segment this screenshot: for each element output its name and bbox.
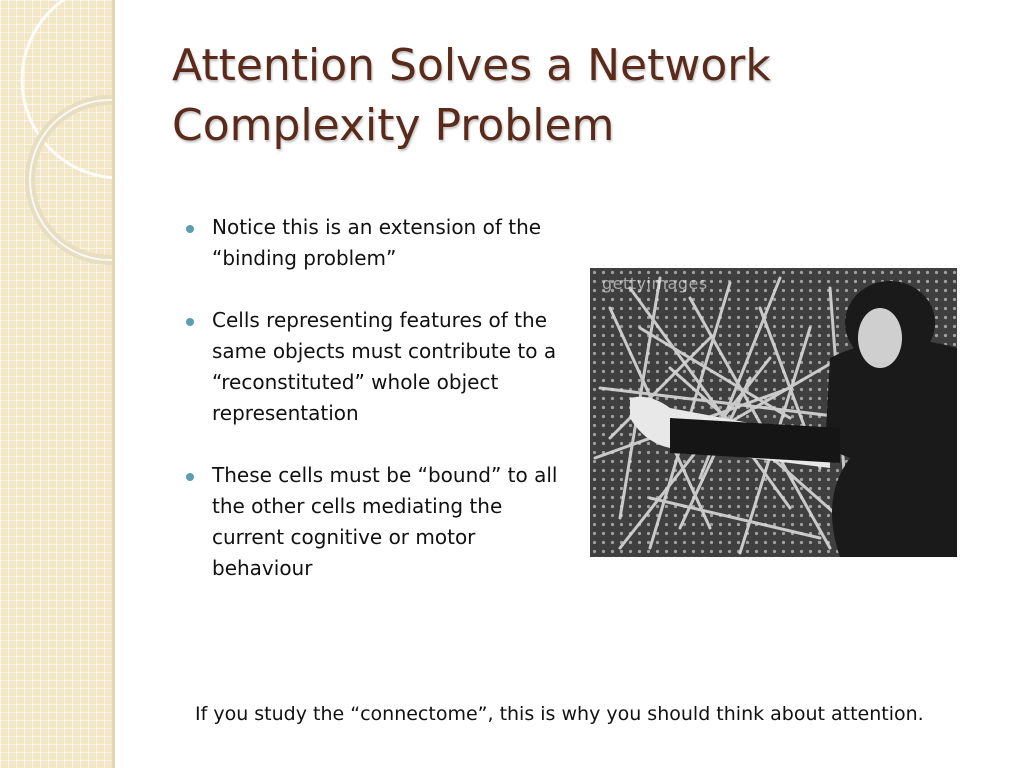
slide-title-line-1: Attention Solves a Network: [172, 40, 771, 91]
bullet-item: [186, 305, 566, 429]
bullet-icon: [186, 225, 194, 233]
decorative-circles-icon: [0, 0, 112, 320]
footer-note: If you study the “connectome”, this is why you should think about attention.: [195, 703, 924, 725]
slide-title: [172, 36, 972, 156]
sidebar-divider: [112, 0, 115, 768]
bullet-item: [186, 212, 566, 274]
bullet-icon: [186, 473, 194, 481]
slide-title-line-2: Complexity Problem: [172, 100, 615, 151]
bullet-icon: [186, 318, 194, 326]
photo-watermark: gettyimages: [602, 274, 708, 293]
switchboard-operator-photo: [590, 268, 957, 557]
bullet-text: Cells representing features of the same objects must contribute to a “reconstituted” whole object representation: [212, 308, 557, 425]
switchboard-illustration: [590, 268, 957, 557]
bullet-text: Notice this is an extension of the “binding problem”: [212, 215, 542, 270]
decorative-sidebar: [0, 0, 112, 768]
bullet-text: These cells must be “bound” to all the other cells mediating the current cognitive or motor behaviour: [212, 463, 558, 580]
bullet-list: [186, 212, 566, 584]
bullet-item: [186, 460, 566, 584]
